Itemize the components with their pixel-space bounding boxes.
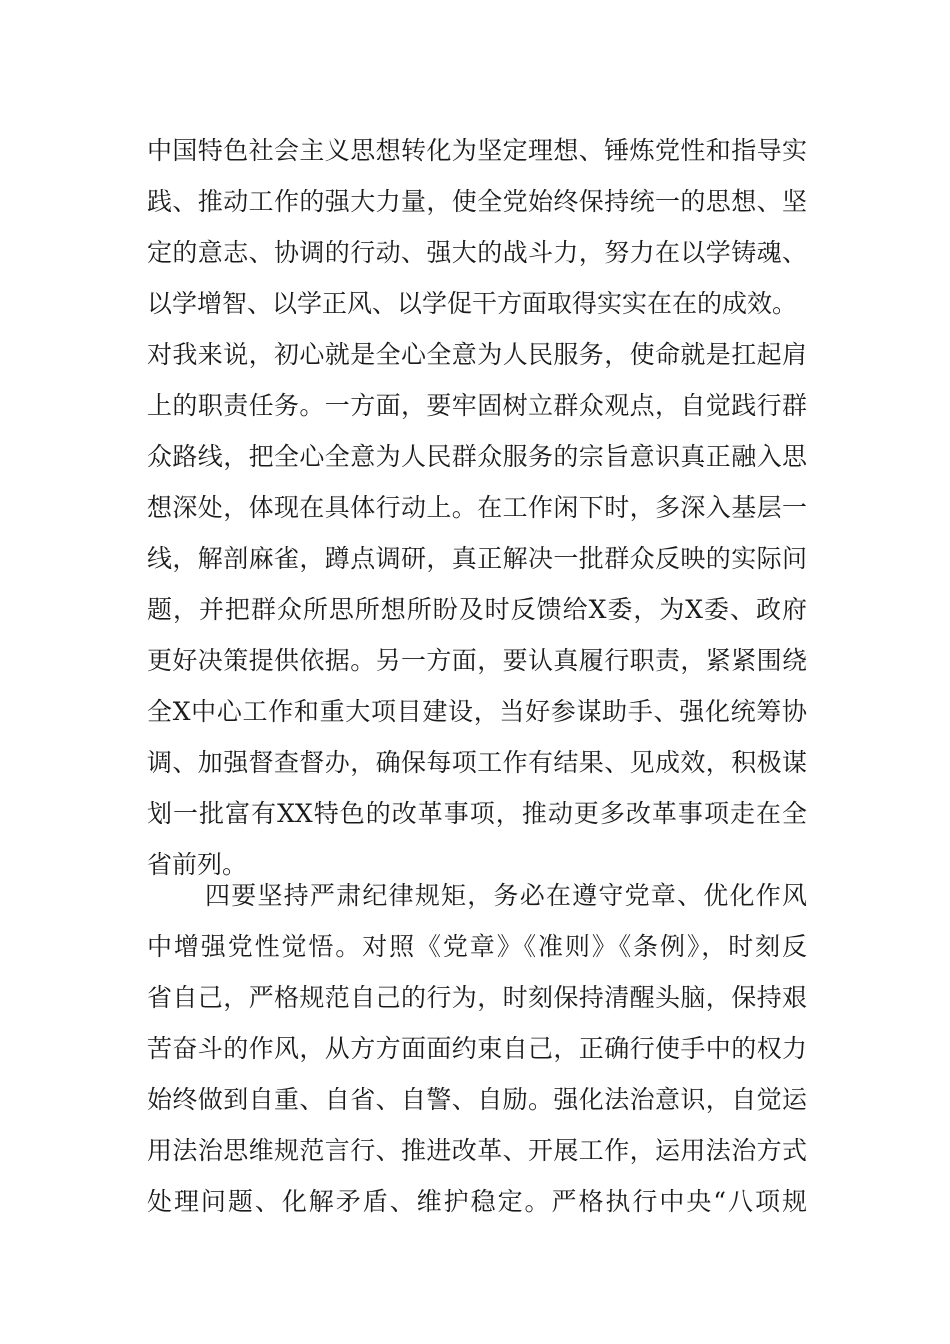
text-line: 中增强党性觉悟。对照《党章》《准则》《条例》，时刻反 xyxy=(147,932,807,961)
text-line: 省自己，严格规范自己的行为，时刻保持清醒头脑，保持艰 xyxy=(147,983,807,1012)
text-line: 践、推动工作的强大力量，使全党始终保持统一的思想、坚 xyxy=(147,187,807,216)
text-line: 处理问题、化解矛盾、维护稳定。严格执行中央“八项规 xyxy=(147,1187,807,1216)
text-line: 想深处，体现在具体行动上。在工作闲下时，多深入基层一 xyxy=(147,493,807,522)
text-line: 省前列。 xyxy=(147,850,248,879)
text-line: 用法治思维规范言行、推进改革、开展工作，运用法治方式 xyxy=(147,1136,807,1165)
text-line: 全X中心工作和重大项目建设，当好参谋助手、强化统筹协 xyxy=(147,697,807,726)
text-line: 定的意志、协调的行动、强大的战斗力，努力在以学铸魂、 xyxy=(147,238,807,267)
text-line: 苦奋斗的作风，从方方面面约束自己，正确行使手中的权力 xyxy=(147,1034,807,1063)
paragraph-first-line: 四要坚持严肃纪律规矩，务必在遵守党章、优化作风 xyxy=(205,881,807,910)
text-line: 众路线，把全心全意为人民群众服务的宗旨意识真正融入思 xyxy=(147,442,807,471)
text-line: 划一批富有XX特色的改革事项，推动更多改革事项走在全 xyxy=(147,799,807,828)
text-line: 始终做到自重、自省、自警、自励。强化法治意识，自觉运 xyxy=(147,1085,807,1114)
text-line: 对我来说，初心就是全心全意为人民服务，使命就是扛起肩 xyxy=(147,340,807,369)
text-line: 上的职责任务。一方面，要牢固树立群众观点，自觉践行群 xyxy=(147,391,807,420)
text-line: 中国特色社会主义思想转化为坚定理想、锤炼党性和指导实 xyxy=(147,136,807,165)
text-line: 调、加强督查督办，确保每项工作有结果、见成效，积极谋 xyxy=(147,748,807,777)
text-line: 线，解剖麻雀，蹲点调研，真正解决一批群众反映的实际问 xyxy=(147,544,807,573)
text-line: 更好决策提供依据。另一方面，要认真履行职责，紧紧围绕 xyxy=(147,646,807,675)
text-line: 以学增智、以学正风、以学促干方面取得实实在在的成效。 xyxy=(147,289,798,318)
text-line: 题，并把群众所思所想所盼及时反馈给X委，为X委、政府 xyxy=(147,595,807,624)
